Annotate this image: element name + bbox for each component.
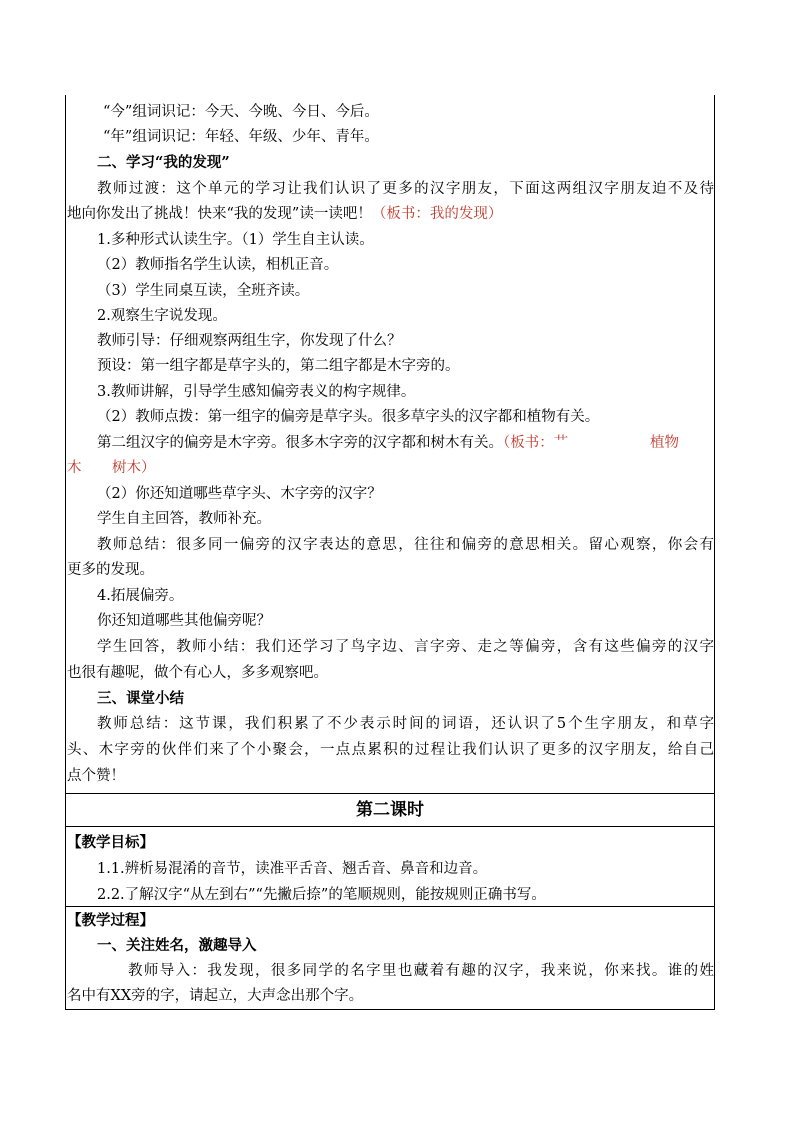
- paragraph: （2）教师点拨：第一组字的偏旁是草字头。很多草字头的汉字都和植物有关。: [97, 409, 600, 425]
- paragraph: “今”组词识记：今天、今晚、今日、今后。: [103, 104, 379, 120]
- table-bottom-border: [65, 1009, 714, 1010]
- board-note-plant: 植物: [650, 435, 679, 451]
- paragraph: 你还知道哪些其他偏旁呢？: [97, 613, 271, 629]
- board-note: （板书：我的发现）: [371, 206, 503, 222]
- objective-item: 2.2.了解汉字“从左到右”“先撇后捺”的笔顺规则，能按规则正确书写。: [97, 887, 546, 903]
- lesson-title: 第二课时: [356, 800, 424, 820]
- process-heading: 【教学过程】: [67, 912, 154, 929]
- paragraph: [67, 202, 714, 227]
- paragraph: 1.多种形式认读生字。（1）学生自主认读。: [97, 232, 374, 248]
- row-divider: [65, 793, 714, 794]
- objective-item: 1.1.辨析易混淆的音节，读准平舌音、翘舌音、鼻音和边音。: [97, 861, 488, 877]
- paragraph: （2）教师指名学生认读，相机正音。: [97, 257, 339, 273]
- board-note-wood: 木: [67, 460, 82, 476]
- row-divider: [65, 826, 714, 827]
- paragraph: 也很有趣呢，做个有心人，多多观察吧。: [67, 665, 328, 681]
- objectives-heading: 【教学目标】: [67, 834, 154, 851]
- paragraph: “年”组词识记：年轻、年级、少年、青年。: [103, 129, 379, 145]
- paragraph: 学生自主回答，教师补充。: [97, 511, 271, 527]
- paragraph: （3）学生同桌互读，全班齐读。: [97, 283, 310, 299]
- section-heading: 一、关注姓名，激趣导入: [97, 937, 257, 954]
- paragraph: 教师导入：我发现，很多同学的名字里也藏着有趣的汉字，我来说，你来找。谁的姓: [128, 963, 714, 979]
- board-note: （板书：艹: [503, 435, 569, 451]
- section-heading: 二、学习“我的发现”: [97, 154, 230, 171]
- paragraph: 头、木字旁的伙伴们来了个小聚会，一点点累积的过程让我们认识了更多的汉字朋友，给自己: [67, 742, 714, 758]
- paragraph: 预设：第一组字都是草字头的，第二组字都是木字旁的。: [97, 358, 460, 374]
- paragraph: 教师过渡：这个单元的学习让我们认识了更多的汉字朋友，下面这两组汉字朋友迫不及待: [97, 181, 714, 197]
- paragraph: 名中有XX旁的字，请起立，大声念出那个字。: [67, 988, 364, 1004]
- paragraph: 教师总结：很多同一偏旁的汉字表达的意思，往往和偏旁的意思相关。留心观察，你会有: [97, 537, 714, 553]
- paragraph: （2）你还知道哪些草字头、木字旁的汉字？: [97, 486, 382, 502]
- board-note-tree: 树木）: [112, 460, 156, 476]
- paragraph: 点个赞！: [67, 768, 125, 784]
- paragraph-text: 第二组汉字的偏旁是木字旁。很多木字旁的汉字都和树木有关。: [97, 435, 503, 451]
- paragraph-text: 地向你发出了挑战！快来“我的发现”读一读吧！: [67, 206, 372, 222]
- row-divider: [65, 906, 714, 907]
- paragraph: 3.教师讲解，引导学生感知偏旁表义的构字规律。: [97, 384, 416, 400]
- paragraph: 教师引导：仔细观察两组生字，你发现了什么？: [97, 333, 402, 349]
- paragraph: [97, 431, 714, 456]
- paragraph: 4.拓展偏旁。: [97, 588, 184, 604]
- paragraph: 教师总结：这节课，我们积累了不少表示时间的词语，还认识了5个生字朋友，和草字: [97, 716, 714, 732]
- paragraph: 更多的发现。: [67, 562, 154, 578]
- section-heading: 三、课堂小结: [97, 690, 184, 707]
- paragraph: 学生回答，教师小结：我们还学习了鸟字边、言字旁、走之等偏旁，含有这些偏旁的汉字: [97, 639, 714, 655]
- paragraph: 2.观察生字说发现。: [97, 308, 227, 324]
